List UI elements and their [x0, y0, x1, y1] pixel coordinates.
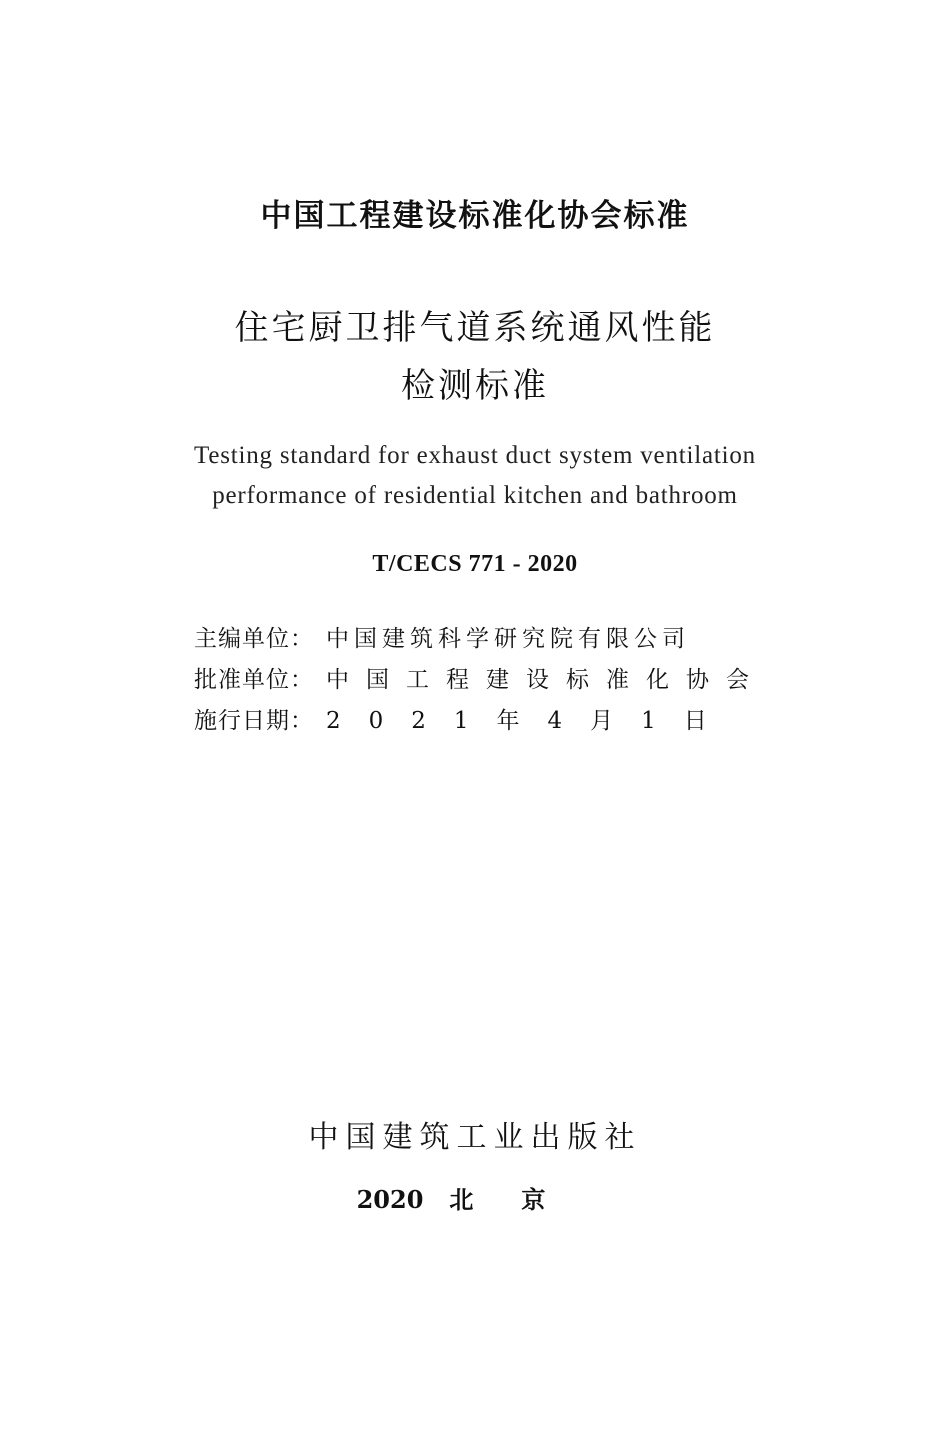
title-english-line1: Testing standard for exhaust duct system ventilation — [194, 442, 756, 469]
approver-label: 批准单位： — [194, 667, 314, 693]
title-english-line2: performance of residential kitchen and bathroom — [212, 482, 738, 509]
effective-date-row — [194, 702, 734, 736]
editor-label: 主编单位： — [194, 626, 314, 652]
publication-city: 北京 — [449, 1185, 594, 1214]
standard-code: T/CECS 771 - 2020 — [372, 551, 578, 577]
publication-place — [0, 1180, 950, 1215]
effective-date-label: 施行日期： — [194, 708, 314, 734]
title-chinese-line1: 住宅厨卫排气道系统通风性能 — [234, 308, 716, 348]
publisher-name: 中国建筑工业出版社 — [308, 1120, 642, 1155]
approver-row — [194, 661, 766, 695]
publication-year: 2020 — [356, 1185, 424, 1214]
association-standard-heading: 中国工程建设标准化协会标准 — [260, 198, 690, 234]
approver-value: 中国工程建设标准化协会 — [326, 667, 766, 693]
editor-row — [194, 620, 734, 654]
editor-value: 中国建筑科学研究院有限公司 — [326, 626, 690, 652]
effective-date-value: 2021年4月1日 — [326, 708, 735, 734]
title-chinese-line2: 检测标准 — [401, 366, 549, 406]
